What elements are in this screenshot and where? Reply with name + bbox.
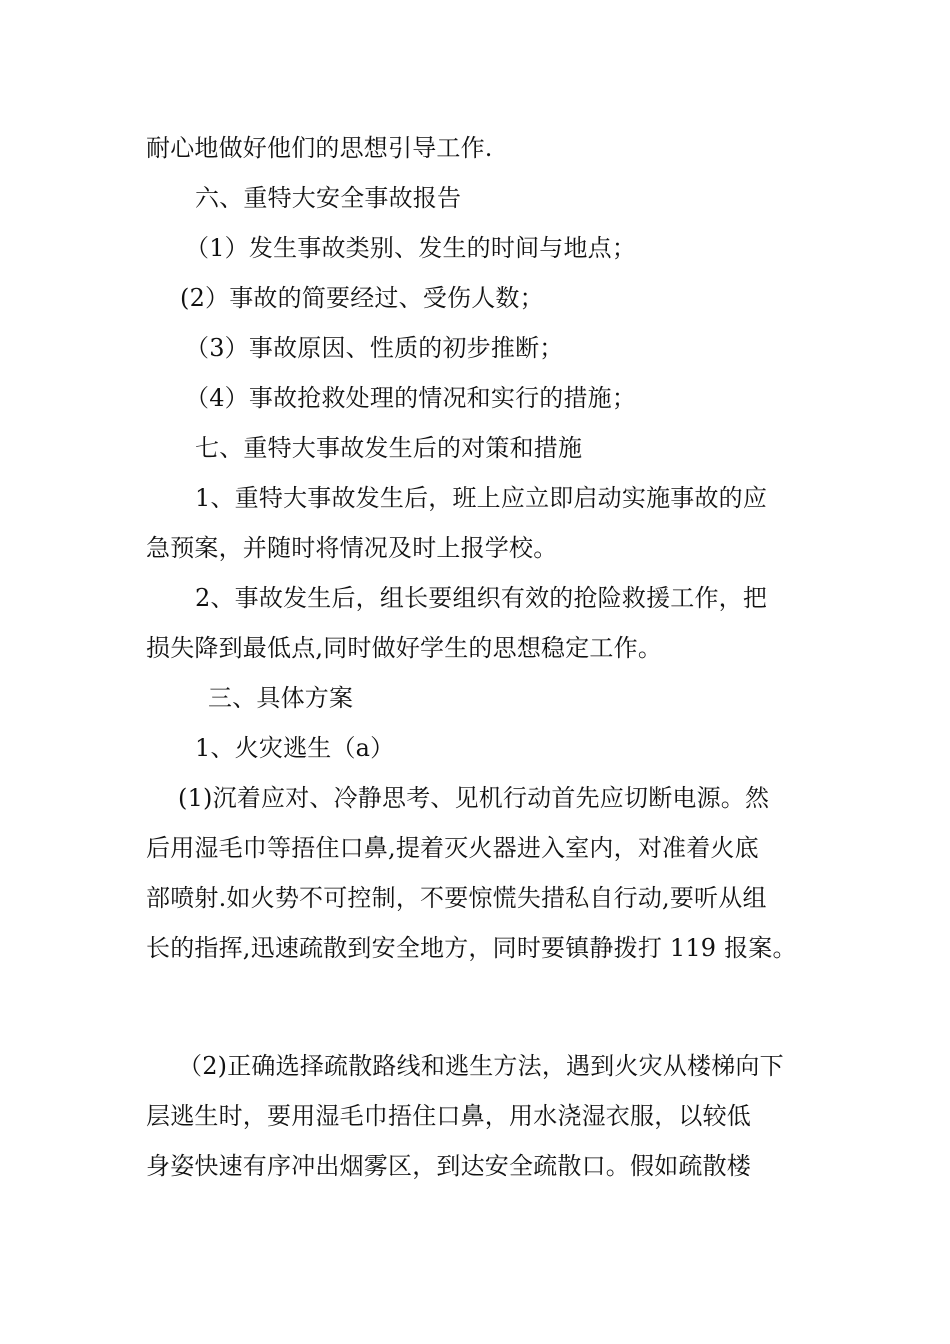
list-item: （3）事故原因、性质的初步推断；	[185, 334, 564, 362]
paragraph-line: 层逃生时，要用湿毛巾捂住口鼻，用水浇湿衣服，以较低	[146, 1102, 751, 1130]
list-item: （1）发生事故类别、发生的时间与地点；	[185, 234, 637, 262]
paragraph-line: 长的指挥,迅速疏散到安全地方，同时要镇静拨打 119 报案。	[146, 934, 797, 962]
section-heading-plan: 三、具体方案	[208, 684, 354, 712]
text-line: 耐心地做好他们的思想引导工作.	[146, 134, 493, 162]
section-heading-report: 六、重特大安全事故报告	[195, 184, 462, 212]
paragraph-line: 部喷射.如火势不可控制，不要惊慌失措私自行动,要听从组	[146, 884, 767, 912]
paragraph-line: 身姿快速有序冲出烟雾区，到达安全疏散口。假如疏散楼	[146, 1152, 751, 1180]
list-item: (2）事故的简要经过、受伤人数；	[180, 284, 544, 312]
paragraph-line: 急预案，并随时将情况及时上报学校。	[146, 534, 558, 562]
paragraph-line: （2)正确选择疏散路线和逃生方法，遇到火灾从楼梯向下	[178, 1052, 784, 1080]
paragraph-line: 后用湿毛巾等捂住口鼻,提着灭火器进入室内，对准着火底	[146, 834, 759, 862]
section-heading-measures: 七、重特大事故发生后的对策和措施	[195, 434, 583, 462]
paragraph-line: 2、事故发生后，组长要组织有效的抢险救援工作，把	[195, 584, 768, 612]
paragraph-line: (1)沉着应对、冷静思考、见机行动首先应切断电源。然	[178, 784, 770, 812]
subsection-heading-fire: 1、火灾逃生（a）	[195, 734, 395, 762]
list-item: （4）事故抢救处理的情况和实行的措施；	[185, 384, 637, 412]
paragraph-line: 1、重特大事故发生后，班上应立即启动实施事故的应	[195, 484, 768, 512]
paragraph-line: 损失降到最低点,同时做好学生的思想稳定工作。	[146, 634, 663, 662]
